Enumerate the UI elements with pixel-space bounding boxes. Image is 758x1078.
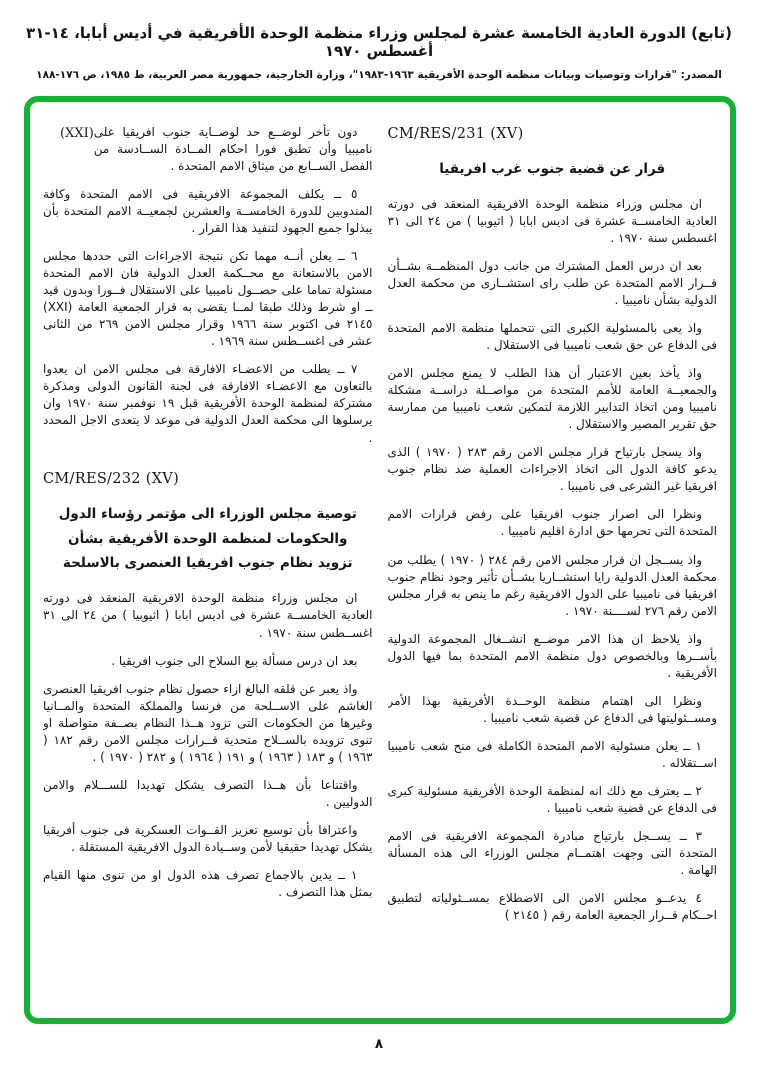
paragraph-numbered-3: ٣ ــ يســجل بارتياح مبادرة المجموعة الافريقية فى الامم المتحدة التى وجهت اهتمــام مجلس الوزراء الى هذه المسألة الهامة . — [387, 828, 717, 877]
paragraph-numbered-1: ١ ــ يعلن مسئولية الامم المتحدة الكاملة فى منح شعب ناميبيا اســتقلاله . — [387, 738, 717, 770]
paragraph: واذ يأخذ بعين الاعتبار أن هذا الطلب لا يمنع مجلس الامن والجمعيــة العامة للأمم المتحدة من مواصــلة دراســة مشكلة ناميبيا ومن اتخاذ التدابير اللازمة لتمكين شعب ناميبيا من ممارسة حق تقرير المصير والاستقلال . — [387, 366, 717, 432]
resolution-ref-231: CM/RES/231 (XV) — [387, 126, 524, 142]
paragraph: واعترافا بأن توسيع تعزيز القــوات العسكرية فى جنوب أفريقيا يشكل تهديدا حقيقيا لأمن وســيادة الدول الافريقية المستقلة . — [43, 822, 373, 854]
paragraph-numbered-6: ٦ ــ يعلن أنــه مهما تكن نتيجة الاجراءات التى حددها مجلس الامن بالاستعانة مع محــكمة العدل الدولية فان الامم المتحدة مسئولة تماما على حصــول ناميبيا على الاستقلال فــورا وبدون قيد ــ او شرط وذلك طبقا لمــا يقضى به قرار الجمعية العامة (XXI) ٢١٤٥ فى اكتوبر سنة ١٩٦٦ وقرار مجلس الامن ٢٦٩ من الثانى عشر فى اغســطس سنة ١٩٦٩ . — [43, 249, 373, 349]
page-number: ٨ — [374, 1036, 384, 1052]
paragraph: واقتناعا بأن هــذا التصرف يشكل تهديدا للســـلام والامن الدوليين . — [43, 777, 373, 809]
paragraph: ان مجلس وزراء منظمة الوحدة الافريقية المنعقد فى دورته العادية الخامســة عشرة فى اديس ابابا ( اثيوبيا ) من ٢٤ الى ٣١ اغسطس سنة ١٩٧٠ . — [387, 196, 717, 246]
paragraph: واذ يعبر عن قلقه البالغ ازاء حصول نظام جنوب افريقيا العنصرى الغاشم على الاســلحة من فرنسا والمملكة المتحدة والمــانيا وغيرها من الحكومات التى تزود هــذا النظام بصــفة متواصلة او تنوى تزويده بالســلاح متحدية قــرارات مجلس الامن رقم ١٨٢ ( ١٩٦٣ ) و ١٨٣ ( ١٩٦٣ ) و ١٩١ ( ١٩٦٤ ) و ٢٨٢ ( ١٩٧٠ ) . — [43, 681, 373, 764]
resolution-title-232: توصية مجلس الوزراء الى مؤتمر رؤساء الدول والحكومات لمنظمة الوحدة الأفريقية بشأن تزويد نظام جنوب افريقيا العنصرى بالاسلحة — [58, 505, 357, 572]
paragraph-text: دون تأخر لوضــع حد لوصــاية جنوب افريقيا على ناميبيا وأن تطبق فورا احكام المــادة الســادسة من الفصل الســابع من ميثاق الامم المتحدة . — [93, 125, 373, 174]
source-citation: المصدر: "قرارات وتوصيات وبيانات منظمة الوحدة الأفريقية ١٩٦٣-١٩٨٣"، وزارة الخارجية، جمهورية مصر العربية، ط ١٩٨٥، ص ١٧٦-١٨٨ — [36, 69, 722, 81]
paragraph: واذ يلاحظ ان هذا الامر موضــع انشــغال المجموعة الدولية بأســرها وبالخصوص دول منظمة الامم المتحدة بما فيها الدول الأفريقية . — [387, 631, 717, 680]
resolution-ref-232: CM/RES/232 (XV) — [43, 470, 180, 487]
page-header — [0, 24, 758, 81]
column-left — [43, 124, 373, 1018]
column-right — [388, 124, 718, 1018]
paragraph: ان مجلس وزراء منظمة الوحدة الافريقية المنعقد فى دورته العادية الخامســة عشرة فى اديس ابابا ( اثيوبيا ) من ٢٤ الى ٣١ اغســطس سنة ١٩٧٠ . — [43, 591, 373, 640]
paragraph: واذ يســجل ان قرار مجلس الامن رقم ٢٨٤ ( ١٩٧٠ ) يطلب من محكمة العدل الدولية رايا استشــاريا بشــأن تأثير وجود نظام جنوب افريقيا فى ناميبيا على الدول الافريقية رغم ما ينص به قرار مجلس الامن رقم ٢٧٦ لســــنة ١٩٧٠ . — [387, 552, 717, 618]
paragraph-numbered-2: ٢ ــ يعترف مع ذلك انه لمنظمة الوحدة الأفريقية مسئولية كبرى فى الدفاع عن قضية شعب ناميبيا . — [387, 783, 717, 815]
content-frame — [24, 96, 736, 1024]
paragraph: ونظرا الى اصرار جنوب افريقيا على رفض قرارات الامم المتحدة التى تحرمها حق ادارة اقليم ناميبيا . — [387, 507, 717, 539]
session-title: (تابع) الدورة العادية الخامسة عشرة لمجلس وزراء منظمة الوحدة الأفريقية في أديس أبابا، ١٤-٣١ أغسطس ١٩٧٠ — [26, 24, 732, 60]
continuation-paragraph — [43, 124, 373, 175]
paragraph: بعد ان درس العمل المشترك من جانب دول المنظمــة بشــأن قــرار الامم المتحدة عن طلب راى استشــارى من محكمة العدل الدولية بشأن ناميبيا . — [387, 259, 717, 308]
paragraph-numbered-4: ٤ يدعــو مجلس الامن الى الاضطلاع بمســئولياته لتطبيق احــكام قــرار الجمعية العامة رقم ( ٢١٤٥ ) — [387, 891, 717, 923]
xxi-continuation-marker: (XXI) — [60, 126, 94, 141]
paragraph-numbered-7: ٧ ــ يطلب من الاعضـاء الافارقة فى مجلس الامن ان يعدوا بالتعاون مع الاعضـاء الافارقة فى لجنة القانون الدولى ومذكرة مشتركة لمنظمة الوحدة الأفريقية قبل ١٩ نوفمبر سنة ١٩٧٠ وان يرسلوها الى محكمة العدل الدولية فى موعد لا يتعدى الاجل المحدد . — [43, 362, 373, 445]
resolution-title-231: قرار عن قضية جنوب غرب افريقيا — [439, 161, 666, 177]
paragraph-numbered-1: ١ ــ يدين بالاجماع تصرف هذه الدول او من تنوى منها القيام بمثل هذا التصرف . — [43, 867, 373, 899]
paragraph: بعد ان درس مسألة بيع السلاح الى جنوب افريقيا . — [111, 653, 358, 668]
paragraph: واذ يعى بالمسئولية الكبرى التى تتحملها منظمة الامم المتحدة فى الدفاع عن حق شعب ناميبيا فى الاستقلال . — [387, 321, 717, 353]
paragraph: واذ يسجل بارتياح قرار مجلس الامن رقم ٢٨٣ ( ١٩٧٠ ) الذى يدعو كافة الدول الى اتخاذ الاجراءات العملية ضد نظام جنوب افريقيا غير الشرعى فى ناميبيا . — [387, 445, 717, 494]
paragraph: ونظرا الى اهتمام منظمة الوحــدة الأفريقية بهذا الأمر ومســئوليتها فى الدفاع عن قضية شعب ناميبيا . — [387, 693, 717, 725]
paragraph-numbered-5: ٥ ــ يكلف المجموعة الافريقية فى الامم المتحدة وكافة المندوبين للدورة الخامســة والعشرين لجمعيــة الامم المتحدة بأن يبذلوا جميع الجهود لتنفيذ هذا القرار . — [43, 187, 373, 236]
